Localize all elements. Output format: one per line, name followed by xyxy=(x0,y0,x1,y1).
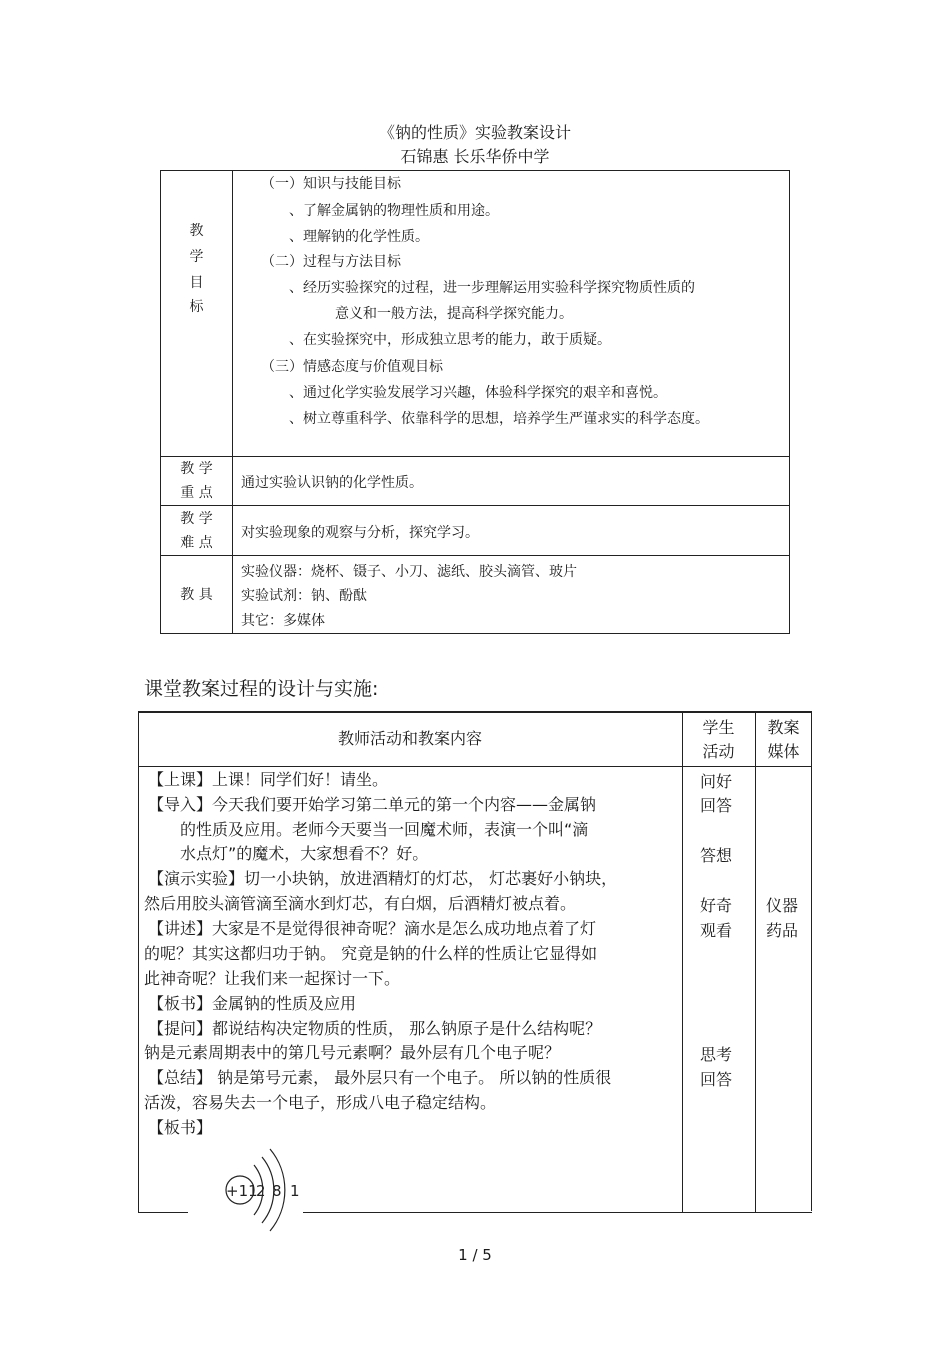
shell-electrons-2: 8 xyxy=(272,1182,282,1200)
process-line: 活泼，容易失去一个电子，形成八电子稳定结构。 xyxy=(144,1093,497,1112)
goal-item: 、树立尊重科学、依靠科学的思想，培养学生严谨求实的科学态度。 xyxy=(289,411,709,427)
header-student-1: 学生 xyxy=(702,718,735,737)
process-line: 【上课】上课！同学们好！请坐。 xyxy=(148,770,389,789)
lesson-info-table xyxy=(160,170,790,634)
teaching-media: 药品 xyxy=(766,921,799,940)
row-divider xyxy=(161,555,789,556)
student-activity: 好奇 xyxy=(700,896,733,915)
goal-item: 、在实验探究中，形成独立思考的能力，敢于质疑。 xyxy=(289,332,611,348)
process-line: 【导入】今天我们要开始学习第二单元的第一个内容——金属钠 xyxy=(148,795,597,814)
tools-item: 实验仪器：烧杯、镊子、小刀、滤纸、胶头滴管、玻片 xyxy=(241,564,577,580)
table-bottom-border xyxy=(138,1212,188,1213)
page-number: 1 / 5 xyxy=(458,1246,492,1264)
table-bottom-border xyxy=(303,1212,812,1213)
goal-heading-process: （二）过程与方法目标 xyxy=(261,254,401,270)
process-line: 的性质及应用。老师今天要当一回魔术师，表演一个叫“滴 xyxy=(180,820,589,839)
header-media-2: 媒体 xyxy=(767,742,800,761)
goal-heading-emotion: （三）情感态度与价值观目标 xyxy=(261,359,443,375)
tools-label: 教 具 xyxy=(180,587,213,603)
goal-item: 、通过化学实验发展学习兴趣，体验科学探究的艰辛和喜悦。 xyxy=(289,385,667,401)
process-line: 【板书】金属钠的性质及应用 xyxy=(148,994,357,1013)
student-activity: 观看 xyxy=(700,921,733,940)
header-student-2: 活动 xyxy=(702,742,735,761)
teaching-media: 仪器 xyxy=(766,896,799,915)
difficulty-label-2: 难 点 xyxy=(180,535,213,551)
difficulty-text: 对实验现象的观察与分析，探究学习。 xyxy=(241,525,479,541)
goals-label-4: 标 xyxy=(189,299,204,315)
goals-label-1: 教 xyxy=(189,223,204,239)
goals-label-3: 目 xyxy=(189,275,204,291)
header-media-1: 教案 xyxy=(767,718,800,737)
student-activity: 回答 xyxy=(700,796,733,815)
column-divider xyxy=(755,713,756,1213)
key-label-2: 重 点 xyxy=(180,485,213,501)
shell-electrons-3: 1 xyxy=(290,1182,300,1200)
key-label-1: 教 学 xyxy=(180,461,213,477)
process-line: 然后用胶头滴管滴至滴水到灯芯，有白烟，后酒精灯被点着。 xyxy=(144,894,577,913)
column-divider xyxy=(682,713,683,1213)
tools-item: 其它：多媒体 xyxy=(241,613,325,629)
student-activity: 问好 xyxy=(700,772,733,791)
shell-electrons-1: 2 xyxy=(256,1182,266,1200)
student-activity: 思考 xyxy=(700,1045,733,1064)
student-activity: 回答 xyxy=(700,1070,733,1089)
student-activity: 答想 xyxy=(700,846,733,865)
row-divider xyxy=(161,505,789,506)
process-line: 的呢？其实这都归功于钠。 究竟是钠的什么样的性质让它显得如 xyxy=(144,944,598,963)
goal-heading-knowledge: （一）知识与技能目标 xyxy=(261,176,401,192)
nucleus-charge: +11 xyxy=(226,1182,258,1200)
goal-item: 、经历实验探究的过程，进一步理解运用实验科学探究物质性质的 xyxy=(289,280,695,296)
process-line: 此神奇呢？让我们来一起探讨一下。 xyxy=(144,969,401,988)
table-left-border xyxy=(138,713,139,1213)
process-line: 水点灯”的魔术，大家想看不？好。 xyxy=(180,844,429,863)
process-line: 【讲述】大家是不是觉得很神奇呢？滴水是怎么成功地点着了灯 xyxy=(148,919,597,938)
process-line: 钠是元素周期表中的第几号元素啊？最外层有几个电子呢？ xyxy=(144,1043,561,1062)
key-point-text: 通过实验认识钠的化学性质。 xyxy=(241,475,423,491)
header-teacher-activity: 教师活动和教案内容 xyxy=(337,729,482,748)
column-divider xyxy=(232,171,233,633)
process-line: 【演示实验】切一小块钠，放进酒精灯的灯芯， 灯芯裹好小钠块， xyxy=(148,869,618,888)
document-author: 石锦惠 长乐华侨中学 xyxy=(400,147,550,166)
row-divider xyxy=(161,456,789,457)
sodium-atom-diagram xyxy=(210,1135,310,1235)
goal-item: 、了解金属钠的物理性质和用途。 xyxy=(289,203,499,219)
goal-item: 、理解钠的化学性质。 xyxy=(289,229,429,245)
goal-item-continued: 意义和一般方法，提高科学探究能力。 xyxy=(335,306,573,322)
section-heading: 课堂教案过程的设计与实施: xyxy=(144,678,379,700)
process-line: 【提问】都说结构决定物质的性质， 那么钠原子是什么结构呢？ xyxy=(148,1019,602,1038)
document-title: 《钠的性质》实验教案设计 xyxy=(378,123,571,142)
process-line: 【板书】 xyxy=(148,1118,213,1137)
tools-item: 实验试剂：钠、酚酞 xyxy=(241,588,367,604)
difficulty-label-1: 教 学 xyxy=(180,511,213,527)
goals-label-2: 学 xyxy=(189,249,204,265)
process-line: 【总结】 钠是第号元素， 最外层只有一个电子。 所以钠的性质很 xyxy=(148,1068,612,1087)
